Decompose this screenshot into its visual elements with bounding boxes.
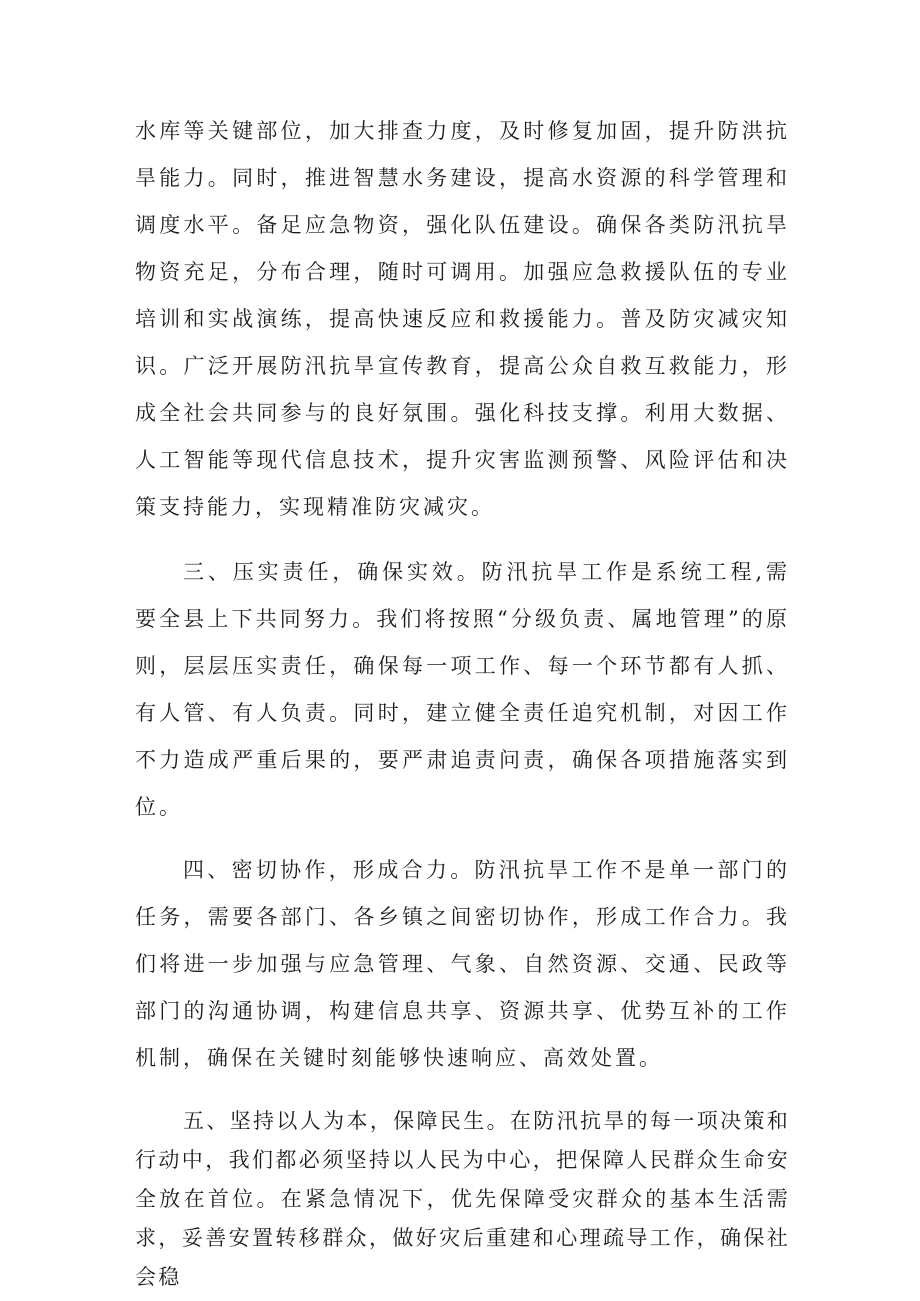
paragraph-section-three: 三、压实责任，确保实效。防汛抗旱工作是系统工程,需要全县上下共同努力。我们将按照“分级负责、属地管理”的原则，层层压实责任，确保每一项工作、每一个环节都有人抓、有人管、有人负责。同时，建立健全责任追究机制，对因工作不力造成严重后果的，要严肃追责问责，确保各项措施落实到位。 xyxy=(135,560,790,819)
paragraph-continuation: 水库等关键部位，加大排查力度，及时修复加固，提升防洪抗旱能力。同时，推进智慧水务建设，提高水资源的科学管理和调度水平。备足应急物资，强化队伍建设。确保各类防汛抗旱物资充足，分布合理，随时可调用。加强应急救援队伍的专业培训和实战演练，提高快速反应和救援能力。普及防灾减灾知识。广泛开展防汛抗旱宣传教育，提高公众自救互救能力，形成全社会共同参与的良好氛围。强化科技支撑。利用大数据、人工智能等现代信息技术，提升灾害监测预警、风险评估和决策支持能力，实现精准防灾减灾。 xyxy=(135,119,790,519)
paragraph-section-four: 四、密切协作，形成合力。防汛抗旱工作不是单一部门的任务，需要各部门、各乡镇之间密切协作，形成工作合力。我们将进一步加强与应急管理、气象、自然资源、交通、民政等部门的沟通协调，构建信息共享、资源共享、优势互补的工作机制，确保在关键时刻能够快速响应、高效处置。 xyxy=(135,858,790,1070)
paragraph-section-five: 五、坚持以人为本，保障民生。在防汛抗旱的每一项决策和行动中，我们都必须坚持以人民为中心，把保障人民群众生命安全放在首位。在紧急情况下，优先保障受灾群众的基本生活需求，妥善安置转移群众，做好灾后重建和心理疏导工作，确保社会稳 xyxy=(135,1109,790,1289)
document-body xyxy=(135,108,790,1297)
